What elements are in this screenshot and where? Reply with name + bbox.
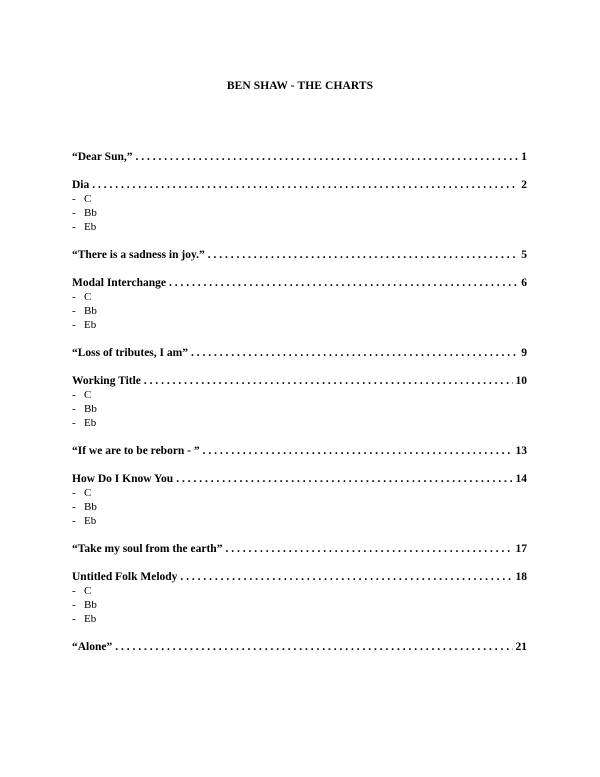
toc-entry-page: 21 xyxy=(515,641,527,653)
toc-entry-page: 17 xyxy=(515,543,527,555)
toc-entry-title: “Take my soul from the earth” xyxy=(72,543,223,555)
toc-entry[interactable] xyxy=(72,248,527,262)
key-version-item[interactable] xyxy=(72,206,527,220)
dot-leader xyxy=(176,472,512,486)
toc-entry-title: Dia xyxy=(72,179,90,191)
toc-block xyxy=(72,374,527,430)
toc-entry-title: “There is a sadness in joy.” xyxy=(72,249,205,261)
toc-entry[interactable] xyxy=(72,276,527,290)
list-dash: - xyxy=(72,207,76,219)
toc-block xyxy=(72,346,527,360)
toc-entry[interactable] xyxy=(72,444,527,458)
dot-leader xyxy=(208,248,519,262)
key-label: Bb xyxy=(84,599,97,611)
dot-leader xyxy=(169,276,518,290)
key-version-item[interactable] xyxy=(72,486,527,500)
list-dash: - xyxy=(72,193,76,205)
toc-entry-page: 5 xyxy=(521,249,527,261)
list-dash: - xyxy=(72,515,76,527)
toc-entry-page: 13 xyxy=(515,445,527,457)
toc-entry-title: Modal Interchange xyxy=(72,277,167,289)
key-version-item[interactable] xyxy=(72,318,527,332)
key-label: C xyxy=(84,193,92,205)
toc-entry[interactable] xyxy=(72,178,527,192)
list-dash: - xyxy=(72,319,76,331)
toc-block xyxy=(72,570,527,626)
dot-leader xyxy=(136,150,519,164)
key-version-item[interactable] xyxy=(72,584,527,598)
toc-entry[interactable] xyxy=(72,472,527,486)
document-title: BEN SHAW - THE CHARTS xyxy=(226,80,374,92)
key-version-list xyxy=(72,192,527,234)
key-version-item[interactable] xyxy=(72,290,527,304)
toc-entry-title: “If we are to be reborn - ” xyxy=(72,445,200,457)
list-dash: - xyxy=(72,501,76,513)
key-label: Bb xyxy=(84,501,97,513)
toc-entry-page: 18 xyxy=(515,571,527,583)
dot-leader xyxy=(92,178,518,192)
toc-entry-title: Untitled Folk Melody xyxy=(72,571,178,583)
key-label: Bb xyxy=(84,305,97,317)
key-version-list xyxy=(72,486,527,528)
toc-entry[interactable] xyxy=(72,542,527,556)
dot-leader xyxy=(203,444,513,458)
toc-entry-page: 6 xyxy=(521,277,527,289)
key-label: Eb xyxy=(84,417,97,429)
list-dash: - xyxy=(72,585,76,597)
toc-entry-title: “Alone” xyxy=(72,641,113,653)
key-version-list xyxy=(72,584,527,626)
key-version-item[interactable] xyxy=(72,388,527,402)
toc-entry-title: How Do I Know You xyxy=(72,473,174,485)
list-dash: - xyxy=(72,389,76,401)
table-of-contents xyxy=(72,150,527,668)
key-label: Eb xyxy=(84,613,97,625)
toc-entry[interactable] xyxy=(72,150,527,164)
key-label: C xyxy=(84,585,92,597)
key-version-list xyxy=(72,388,527,430)
dot-leader xyxy=(115,640,512,654)
toc-entry-page: 10 xyxy=(515,375,527,387)
toc-block xyxy=(72,472,527,528)
dot-leader xyxy=(180,570,512,584)
toc-entry-page: 9 xyxy=(521,347,527,359)
key-label: C xyxy=(84,389,92,401)
toc-block xyxy=(72,444,527,458)
toc-entry-page: 14 xyxy=(515,473,527,485)
key-label: C xyxy=(84,291,92,303)
toc-entry[interactable] xyxy=(72,570,527,584)
toc-entry-page: 2 xyxy=(521,179,527,191)
toc-block xyxy=(72,276,527,332)
key-version-item[interactable] xyxy=(72,598,527,612)
toc-block xyxy=(72,640,527,654)
toc-entry-title: “Loss of tributes, I am” xyxy=(72,347,188,359)
list-dash: - xyxy=(72,403,76,415)
dot-leader xyxy=(144,374,513,388)
key-label: Eb xyxy=(84,319,97,331)
toc-entry[interactable] xyxy=(72,640,527,654)
key-version-item[interactable] xyxy=(72,402,527,416)
toc-block xyxy=(72,150,527,164)
key-label: C xyxy=(84,487,92,499)
list-dash: - xyxy=(72,417,76,429)
list-dash: - xyxy=(72,305,76,317)
toc-entry-title: Working Title xyxy=(72,375,141,387)
key-version-item[interactable] xyxy=(72,612,527,626)
list-dash: - xyxy=(72,613,76,625)
key-version-list xyxy=(72,290,527,332)
key-label: Bb xyxy=(84,207,97,219)
toc-block xyxy=(72,542,527,556)
key-label: Eb xyxy=(84,221,97,233)
key-version-item[interactable] xyxy=(72,416,527,430)
list-dash: - xyxy=(72,487,76,499)
key-version-item[interactable] xyxy=(72,500,527,514)
list-dash: - xyxy=(72,599,76,611)
key-label: Eb xyxy=(84,515,97,527)
toc-block xyxy=(72,178,527,234)
key-version-item[interactable] xyxy=(72,304,527,318)
list-dash: - xyxy=(72,291,76,303)
dot-leader xyxy=(225,542,512,556)
toc-entry-title: “Dear Sun,” xyxy=(72,151,133,163)
key-version-item[interactable] xyxy=(72,220,527,234)
key-version-item[interactable] xyxy=(72,192,527,206)
list-dash: - xyxy=(72,221,76,233)
toc-entry[interactable] xyxy=(72,346,527,360)
toc-entry[interactable] xyxy=(72,374,527,388)
key-label: Bb xyxy=(84,403,97,415)
toc-block xyxy=(72,248,527,262)
key-version-item[interactable] xyxy=(72,514,527,528)
toc-entry-page: 1 xyxy=(521,151,527,163)
dot-leader xyxy=(191,346,518,360)
